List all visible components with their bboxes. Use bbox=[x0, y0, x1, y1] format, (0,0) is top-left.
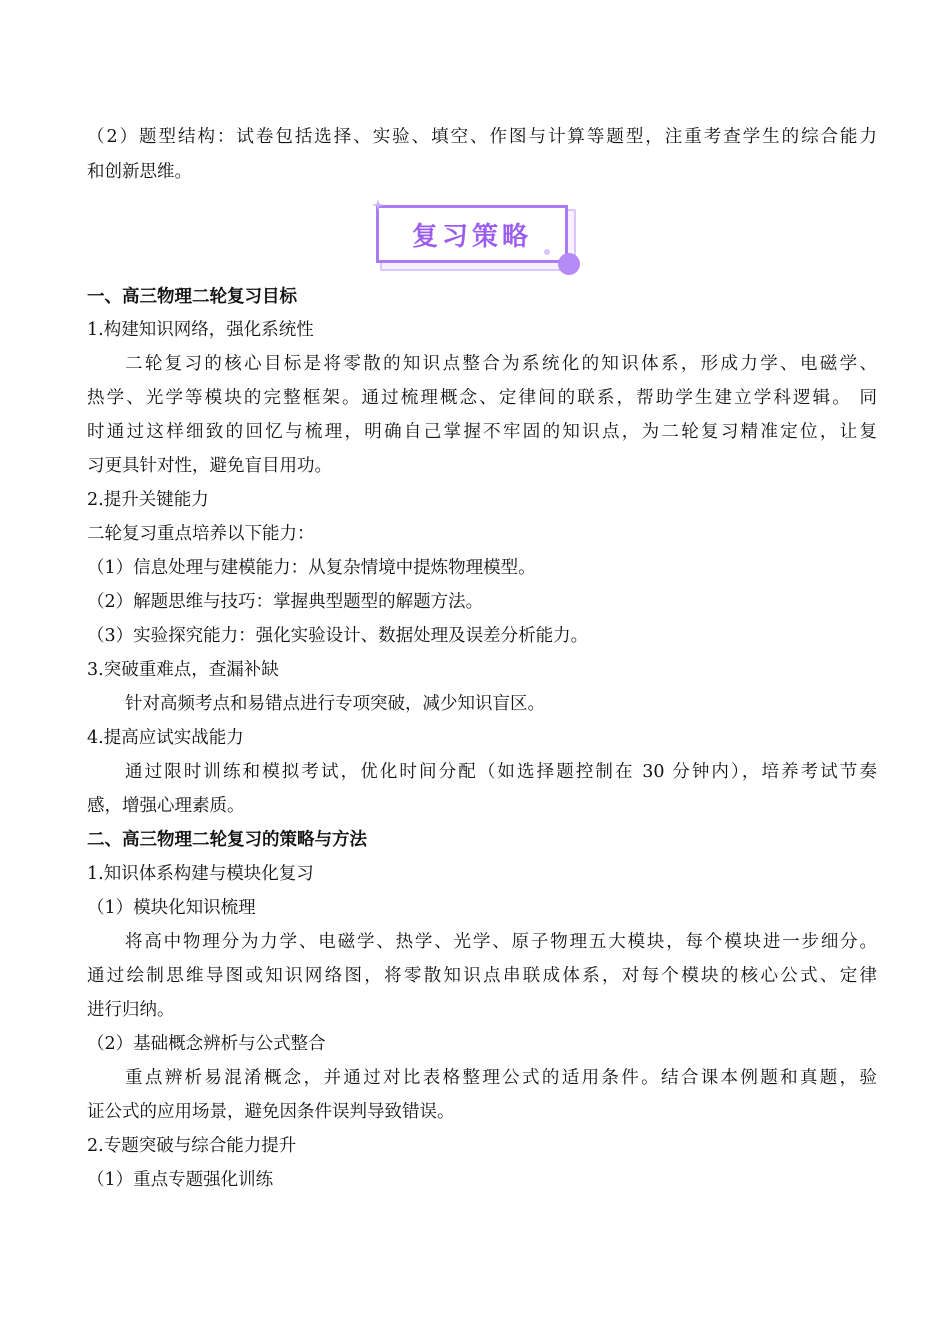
s1-item1-paragraph-line3: 时通过这样细致的回忆与梳理，明确自己掌握不牢固的知识点，为二轮复习精准定位，让复 bbox=[87, 422, 877, 442]
s1-item3-title: 3.突破重难点，查漏补缺 bbox=[87, 660, 279, 680]
s1-item1-paragraph-line1: 二轮复习的核心目标是将零散的知识点整合为系统化的知识体系，形成力学、电磁学、 bbox=[125, 354, 877, 374]
s1-item4-paragraph-line1: 通过限时训练和模拟考试，优化时间分配（如选择题控制在 30 分钟内），培养考试节奏 bbox=[125, 762, 877, 782]
intro-line-1: （2）题型结构：试卷包括选择、实验、填空、作图与计算等题型，注重考查学生的综合能力 bbox=[87, 127, 877, 147]
s2-item2-sub1-title: （1）重点专题强化训练 bbox=[87, 1170, 274, 1190]
section-title-badge bbox=[372, 199, 582, 275]
s1-item2-point1: （1）信息处理与建模能力：从复杂情境中提炼物理模型。 bbox=[87, 558, 536, 578]
s2-item1-sub1-title: （1）模块化知识梳理 bbox=[87, 898, 256, 918]
decorative-dot-icon bbox=[544, 249, 550, 255]
s2-item1-sub1-line3: 进行归纳。 bbox=[87, 1000, 175, 1020]
s1-item4-title: 4.提高应试实战能力 bbox=[87, 728, 244, 748]
s1-item1-paragraph-line2: 热学、光学等模块的完整框架。通过梳理概念、定律间的联系，帮助学生建立学科逻辑。 同 bbox=[87, 388, 877, 408]
s1-item2-point2: （2）解题思维与技巧：掌握典型题型的解题方法。 bbox=[87, 592, 484, 612]
section1-heading: 一、高三物理二轮复习目标 bbox=[87, 287, 297, 307]
s1-item1-paragraph-line4: 习更具针对性，避免盲目用功。 bbox=[87, 456, 332, 476]
s1-item1-title: 1.构建知识网络，强化系统性 bbox=[87, 320, 314, 340]
decorative-circle-icon bbox=[558, 253, 580, 275]
section2-heading: 二、高三物理二轮复习的策略与方法 bbox=[87, 830, 367, 850]
s2-item1-sub2-line2: 证公式的应用场景，避免因条件误判导致错误。 bbox=[87, 1102, 455, 1122]
s1-item3-paragraph: 针对高频考点和易错点进行专项突破，减少知识盲区。 bbox=[125, 694, 545, 714]
sparkle-icon bbox=[372, 199, 384, 211]
s2-item1-title: 1.知识体系构建与模块化复习 bbox=[87, 864, 314, 884]
s2-item1-sub2-title: （2）基础概念辨析与公式整合 bbox=[87, 1034, 326, 1054]
badge-frame bbox=[376, 205, 568, 263]
badge-title: 复习策略 bbox=[411, 221, 532, 252]
s1-item4-paragraph-line2: 感，增强心理素质。 bbox=[87, 796, 245, 816]
s1-item2-point3: （3）实验探究能力：强化实验设计、数据处理及误差分析能力。 bbox=[87, 626, 589, 646]
s2-item1-sub1-line1: 将高中物理分为力学、电磁学、热学、光学、原子物理五大模块，每个模块进一步细分。 bbox=[125, 932, 877, 952]
intro-line-2: 和创新思维。 bbox=[87, 162, 192, 182]
s2-item1-sub2-line1: 重点辨析易混淆概念，并通过对比表格整理公式的适用条件。结合课本例题和真题，验 bbox=[125, 1068, 877, 1088]
s2-item2-title: 2.专题突破与综合能力提升 bbox=[87, 1136, 297, 1156]
s1-item2-lead: 二轮复习重点培养以下能力： bbox=[87, 524, 315, 544]
s2-item1-sub1-line2: 通过绘制思维导图或知识网络图，将零散知识点串联成体系，对每个模块的核心公式、定律 bbox=[87, 966, 877, 986]
s1-item2-title: 2.提升关键能力 bbox=[87, 490, 209, 510]
